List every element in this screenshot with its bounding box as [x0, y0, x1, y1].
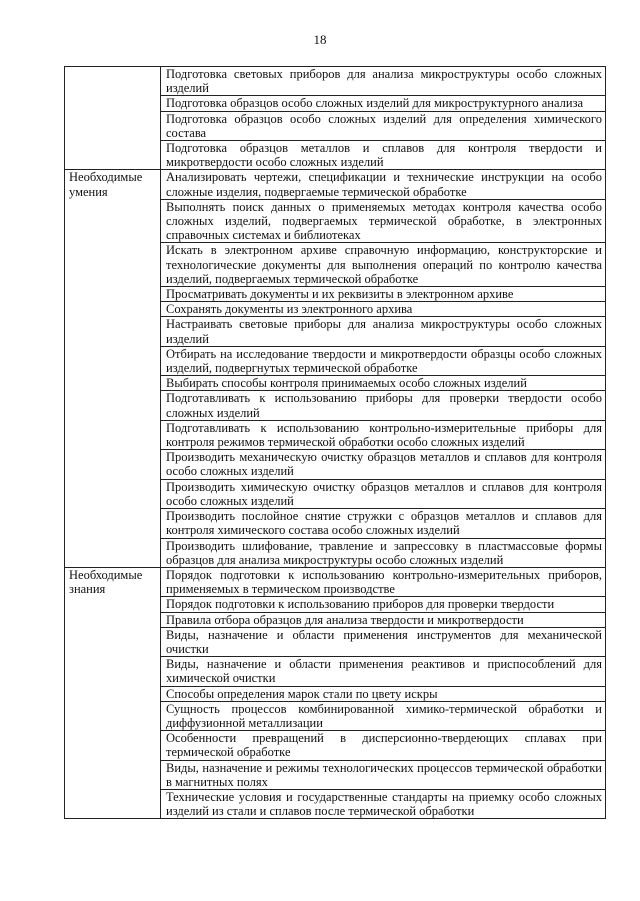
section-label-cell	[65, 243, 161, 287]
section-label-cell	[65, 96, 161, 111]
section-label: Необходимые умения	[65, 170, 161, 199]
section-label: Необходимые знания	[65, 567, 161, 596]
table-row	[65, 199, 606, 243]
table-cell-item: Сохранять документы из электронного архива	[161, 302, 606, 317]
table-row	[65, 597, 606, 612]
section-label-cell	[65, 346, 161, 375]
section-label-cell	[65, 760, 161, 789]
section-label-cell	[65, 686, 161, 701]
table-row	[65, 243, 606, 287]
section-label-cell	[65, 450, 161, 479]
section-label-cell	[65, 538, 161, 567]
table-cell-item: Правила отбора образцов для анализа твердости и микротвердости	[161, 612, 606, 627]
table-row	[65, 96, 606, 111]
table-cell-item: Производить химическую очистку образцов металлов и сплавов для контроля особо сложных изделий	[161, 479, 606, 508]
table-cell-item: Виды, назначение и области применения реактивов и приспособлений для химической очистки	[161, 657, 606, 686]
table-row	[65, 686, 606, 701]
table-cell-item: Виды, назначение и области применения инструментов для механической очистки	[161, 627, 606, 656]
table-cell-item: Подготовка образцов металлов и сплавов для контроля твердости и микротвердости особо сложных изделий	[161, 141, 606, 170]
table-cell-item: Отбирать на исследование твердости и микротвердости образцы особо сложных изделий, подвергнутых термической обработке	[161, 346, 606, 375]
table-row	[65, 731, 606, 760]
table-cell-item: Порядок подготовки к использованию контрольно-измерительных приборов, применяемых в термическом производстве	[161, 567, 606, 596]
table-cell-item: Подготовка образцов особо сложных изделий для микроструктурного анализа	[161, 96, 606, 111]
section-label-cell	[65, 287, 161, 302]
table-cell-item: Технические условия и государственные стандарты на приемку особо сложных изделий из стали и сплавов после термической обработки	[161, 789, 606, 818]
table-row	[65, 302, 606, 317]
section-label-cell	[65, 199, 161, 243]
table-cell-item: Просматривать документы и их реквизиты в электронном архиве	[161, 287, 606, 302]
table-cell-item: Производить послойное снятие стружки с образцов металлов и сплавов для контроля химического состава особо сложных изделий	[161, 509, 606, 538]
table-row	[65, 317, 606, 346]
table-row	[65, 450, 606, 479]
section-label-cell	[65, 391, 161, 420]
section-label-cell	[65, 376, 161, 391]
table-row	[65, 170, 606, 199]
table-cell-item: Подготовка образцов особо сложных изделий для определения химического состава	[161, 111, 606, 140]
section-label-cell	[65, 420, 161, 449]
table-row	[65, 391, 606, 420]
section-label-cell	[65, 612, 161, 627]
section-label-cell	[65, 111, 161, 140]
table-row	[65, 701, 606, 730]
section-label-cell	[65, 627, 161, 656]
requirements-table	[64, 66, 606, 819]
table-cell-item: Способы определения марок стали по цвету искры	[161, 686, 606, 701]
table-row	[65, 376, 606, 391]
table-cell-item: Анализировать чертежи, спецификации и технические инструкции на особо сложные изделия, подвергаемые термической обработке	[161, 170, 606, 199]
table-row	[65, 567, 606, 596]
requirements-table-body	[65, 67, 606, 819]
table-row	[65, 612, 606, 627]
table-row	[65, 346, 606, 375]
table-cell-item: Сущность процессов комбинированной химико-термической обработки и диффузионной металлизации	[161, 701, 606, 730]
table-row	[65, 141, 606, 170]
table-cell-item: Подготавливать к использованию приборы для проверки твердости особо сложных изделий	[161, 391, 606, 420]
section-label-cell	[65, 789, 161, 818]
table-cell-item: Искать в электронном архиве справочную информацию, конструкторские и технологические документы для выполнения операций по контролю качества изделий, подвергаемых термической обработке	[161, 243, 606, 287]
section-label-cell	[65, 657, 161, 686]
table-row	[65, 657, 606, 686]
section-label-cell	[65, 597, 161, 612]
table-cell-item: Порядок подготовки к использованию приборов для проверки твердости	[161, 597, 606, 612]
table-row	[65, 789, 606, 818]
table-row	[65, 760, 606, 789]
section-label-cell	[65, 479, 161, 508]
table-row	[65, 111, 606, 140]
section-label-cell	[65, 731, 161, 760]
section-label-cell	[65, 701, 161, 730]
table-row	[65, 538, 606, 567]
table-cell-item: Особенности превращений в дисперсионно-твердеющих сплавах при термической обработке	[161, 731, 606, 760]
table-row	[65, 627, 606, 656]
table-cell-item: Производить механическую очистку образцов металлов и сплавов для контроля особо сложных изделий	[161, 450, 606, 479]
table-cell-item: Настраивать световые приборы для анализа микроструктуры особо сложных изделий	[161, 317, 606, 346]
section-label-cell	[65, 509, 161, 538]
table-row	[65, 509, 606, 538]
table-row	[65, 287, 606, 302]
table-cell-item: Производить шлифование, травление и запрессовку в пластмассовые формы образцов для анализа микроструктуры особо сложных изделий	[161, 538, 606, 567]
table-row	[65, 479, 606, 508]
section-label-cell	[65, 67, 161, 96]
table-cell-item: Подготавливать к использованию контрольно-измерительные приборы для контроля режимов термической обработки особо сложных изделий	[161, 420, 606, 449]
section-label-cell	[65, 302, 161, 317]
table-cell-item: Подготовка световых приборов для анализа микроструктуры особо сложных изделий	[161, 67, 606, 96]
page-number: 18	[313, 32, 327, 47]
table-cell-item: Выбирать способы контроля принимаемых особо сложных изделий	[161, 376, 606, 391]
table-row	[65, 420, 606, 449]
section-label-cell	[65, 141, 161, 170]
table-cell-item: Виды, назначение и режимы технологических процессов термической обработки в магнитных полях	[161, 760, 606, 789]
table-cell-item: Выполнять поиск данных о применяемых методах контроля качества особо сложных изделий, подвергаемых термической обработке, в электронных справочных системах и библиотеках	[161, 199, 606, 243]
table-row	[65, 67, 606, 96]
section-label-cell	[65, 317, 161, 346]
